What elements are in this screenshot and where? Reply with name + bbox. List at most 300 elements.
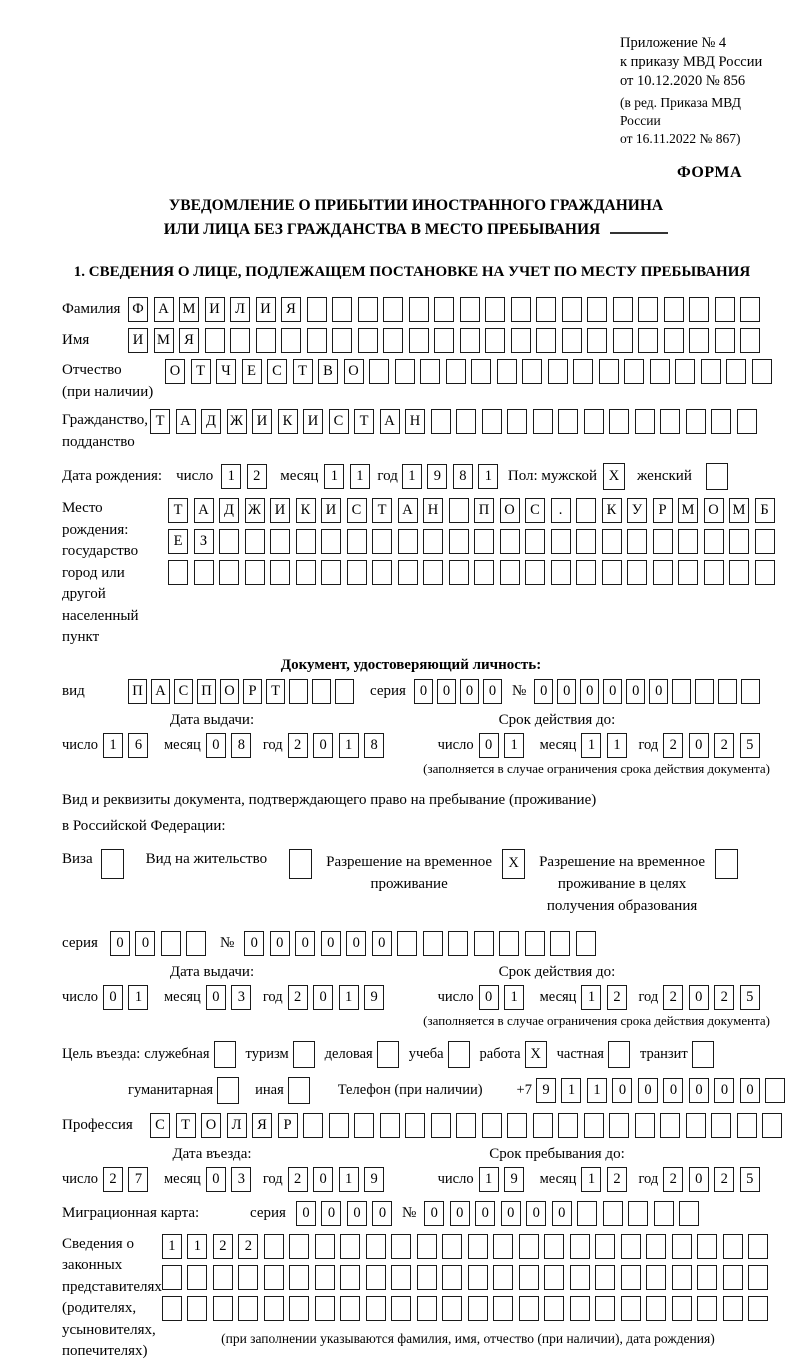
form-cell[interactable]	[369, 359, 389, 384]
form-cell[interactable]: 1	[479, 1167, 499, 1192]
form-cell[interactable]	[423, 560, 443, 585]
form-cell[interactable]: 0	[372, 931, 392, 956]
form-cell[interactable]: П	[474, 498, 494, 523]
form-cell[interactable]	[448, 1041, 470, 1068]
form-cell[interactable]	[238, 1296, 258, 1321]
form-cell[interactable]	[417, 1265, 437, 1290]
form-cell[interactable]: 0	[483, 679, 502, 704]
form-cell[interactable]: А	[398, 498, 418, 523]
form-cell[interactable]	[315, 1296, 335, 1321]
form-cell[interactable]: А	[154, 297, 174, 322]
form-cell[interactable]: И	[205, 297, 225, 322]
form-cell[interactable]: 1	[162, 1234, 182, 1259]
form-cell[interactable]	[354, 1113, 374, 1138]
form-cell[interactable]: М	[678, 498, 698, 523]
form-cell[interactable]	[289, 1265, 309, 1290]
form-cell[interactable]	[522, 359, 542, 384]
form-cell[interactable]: 1	[324, 464, 344, 489]
form-cell[interactable]	[729, 529, 749, 554]
form-cell[interactable]	[289, 679, 308, 704]
form-cell[interactable]	[678, 529, 698, 554]
form-cell[interactable]	[377, 1041, 399, 1068]
form-cell[interactable]	[573, 359, 593, 384]
form-cell[interactable]: П	[128, 679, 147, 704]
form-cell[interactable]	[635, 1113, 655, 1138]
form-cell[interactable]	[431, 409, 451, 434]
form-cell[interactable]	[358, 297, 378, 322]
form-cell[interactable]	[409, 328, 429, 353]
form-cell[interactable]: 8	[453, 464, 473, 489]
form-cell[interactable]: 1	[561, 1078, 581, 1103]
form-cell[interactable]: А	[176, 409, 196, 434]
form-cell[interactable]	[577, 1201, 597, 1226]
form-cell[interactable]	[194, 560, 214, 585]
form-cell[interactable]	[675, 359, 695, 384]
form-cell[interactable]: С	[525, 498, 545, 523]
form-cell[interactable]: 9	[504, 1167, 524, 1192]
form-cell[interactable]: Ф	[128, 297, 148, 322]
form-cell[interactable]: З	[194, 529, 214, 554]
form-cell[interactable]	[548, 359, 568, 384]
form-cell[interactable]: 0	[347, 1201, 367, 1226]
form-cell[interactable]	[679, 1201, 699, 1226]
form-cell[interactable]	[482, 1113, 502, 1138]
form-cell[interactable]: 1	[402, 464, 422, 489]
form-cell[interactable]	[366, 1296, 386, 1321]
form-cell[interactable]	[570, 1265, 590, 1290]
form-cell[interactable]	[627, 529, 647, 554]
form-cell[interactable]	[289, 849, 312, 879]
form-cell[interactable]: 2	[714, 985, 734, 1010]
form-cell[interactable]: 2	[607, 985, 627, 1010]
form-cell[interactable]: Т	[176, 1113, 196, 1138]
form-cell[interactable]	[460, 297, 480, 322]
form-cell[interactable]	[664, 328, 684, 353]
form-cell[interactable]: 8	[231, 733, 251, 758]
form-cell[interactable]: 7	[128, 1167, 148, 1192]
form-cell[interactable]	[635, 409, 655, 434]
form-cell[interactable]	[748, 1265, 768, 1290]
form-cell[interactable]: П	[197, 679, 216, 704]
form-cell[interactable]	[715, 297, 735, 322]
form-cell[interactable]	[474, 931, 494, 956]
form-cell[interactable]: 2	[247, 464, 267, 489]
form-cell[interactable]: 0	[740, 1078, 760, 1103]
form-cell[interactable]	[672, 1296, 692, 1321]
form-cell[interactable]	[372, 560, 392, 585]
form-cell[interactable]	[723, 1296, 743, 1321]
form-cell[interactable]	[697, 1234, 717, 1259]
form-cell[interactable]: 0	[372, 1201, 392, 1226]
form-cell[interactable]: Р	[243, 679, 262, 704]
form-cell[interactable]: 0	[295, 931, 315, 956]
form-cell[interactable]	[449, 529, 469, 554]
form-cell[interactable]: К	[602, 498, 622, 523]
form-cell[interactable]	[711, 1113, 731, 1138]
form-cell[interactable]	[398, 529, 418, 554]
form-cell[interactable]: Т	[191, 359, 211, 384]
form-cell[interactable]: С	[174, 679, 193, 704]
form-cell[interactable]: И	[270, 498, 290, 523]
form-cell[interactable]: 9	[364, 985, 384, 1010]
form-cell[interactable]: 0	[206, 985, 226, 1010]
form-cell[interactable]	[162, 1265, 182, 1290]
form-cell[interactable]	[230, 328, 250, 353]
form-cell[interactable]: 0	[206, 1167, 226, 1192]
form-cell[interactable]	[219, 560, 239, 585]
form-cell[interactable]	[587, 297, 607, 322]
form-cell[interactable]	[638, 328, 658, 353]
form-cell[interactable]: 0	[603, 679, 622, 704]
form-cell[interactable]: Т	[150, 409, 170, 434]
form-cell[interactable]: Е	[242, 359, 262, 384]
form-cell[interactable]: 1	[581, 733, 601, 758]
form-cell[interactable]: 2	[288, 1167, 308, 1192]
form-cell[interactable]: 9	[364, 1167, 384, 1192]
form-cell[interactable]	[755, 560, 775, 585]
form-cell[interactable]	[536, 297, 556, 322]
form-cell[interactable]: Ж	[227, 409, 247, 434]
form-cell[interactable]	[340, 1234, 360, 1259]
form-cell[interactable]: .	[551, 498, 571, 523]
form-cell[interactable]: 2	[663, 985, 683, 1010]
form-cell[interactable]	[296, 560, 316, 585]
form-cell[interactable]	[446, 359, 466, 384]
form-cell[interactable]	[695, 679, 714, 704]
form-cell[interactable]	[729, 560, 749, 585]
form-cell[interactable]: X	[603, 463, 625, 490]
form-cell[interactable]	[460, 328, 480, 353]
form-cell[interactable]	[474, 560, 494, 585]
form-cell[interactable]: Л	[230, 297, 250, 322]
form-cell[interactable]	[366, 1265, 386, 1290]
form-cell[interactable]: 2	[663, 733, 683, 758]
form-cell[interactable]: 2	[238, 1234, 258, 1259]
form-cell[interactable]	[449, 560, 469, 585]
form-cell[interactable]	[391, 1296, 411, 1321]
form-cell[interactable]	[654, 1201, 674, 1226]
form-cell[interactable]	[347, 560, 367, 585]
form-cell[interactable]: 1	[339, 733, 359, 758]
form-cell[interactable]: 0	[313, 733, 333, 758]
form-cell[interactable]	[595, 1265, 615, 1290]
form-cell[interactable]	[741, 679, 760, 704]
form-cell[interactable]: И	[256, 297, 276, 322]
form-cell[interactable]: 6	[128, 733, 148, 758]
form-cell[interactable]: 1	[478, 464, 498, 489]
form-cell[interactable]	[755, 529, 775, 554]
form-cell[interactable]: 1	[221, 464, 241, 489]
form-cell[interactable]	[519, 1296, 539, 1321]
form-cell[interactable]: 5	[740, 733, 760, 758]
form-cell[interactable]	[646, 1265, 666, 1290]
form-cell[interactable]	[672, 1265, 692, 1290]
form-cell[interactable]	[493, 1234, 513, 1259]
form-cell[interactable]	[431, 1113, 451, 1138]
form-cell[interactable]	[321, 529, 341, 554]
form-cell[interactable]	[270, 529, 290, 554]
form-cell[interactable]	[289, 1234, 309, 1259]
form-cell[interactable]	[752, 359, 772, 384]
form-cell[interactable]: 5	[740, 1167, 760, 1192]
form-cell[interactable]: 0	[450, 1201, 470, 1226]
form-cell[interactable]: 8	[364, 733, 384, 758]
form-cell[interactable]	[468, 1296, 488, 1321]
form-cell[interactable]: С	[329, 409, 349, 434]
form-cell[interactable]	[335, 679, 354, 704]
form-cell[interactable]	[434, 328, 454, 353]
form-cell[interactable]: 0	[501, 1201, 521, 1226]
form-cell[interactable]	[270, 560, 290, 585]
form-cell[interactable]	[383, 297, 403, 322]
form-cell[interactable]	[638, 297, 658, 322]
form-cell[interactable]	[383, 328, 403, 353]
form-cell[interactable]	[448, 931, 468, 956]
form-cell[interactable]: А	[194, 498, 214, 523]
form-cell[interactable]	[621, 1234, 641, 1259]
form-cell[interactable]	[358, 328, 378, 353]
form-cell[interactable]	[609, 1113, 629, 1138]
form-cell[interactable]: 0	[313, 985, 333, 1010]
form-cell[interactable]	[653, 560, 673, 585]
form-cell[interactable]	[544, 1296, 564, 1321]
form-cell[interactable]	[395, 359, 415, 384]
form-cell[interactable]: 9	[427, 464, 447, 489]
form-cell[interactable]: Д	[201, 409, 221, 434]
form-cell[interactable]: Я	[281, 297, 301, 322]
form-cell[interactable]	[576, 498, 596, 523]
form-cell[interactable]: И	[128, 328, 148, 353]
form-cell[interactable]	[660, 409, 680, 434]
form-cell[interactable]	[737, 409, 757, 434]
form-cell[interactable]	[533, 409, 553, 434]
form-cell[interactable]	[391, 1234, 411, 1259]
form-cell[interactable]	[340, 1265, 360, 1290]
form-cell[interactable]	[219, 529, 239, 554]
form-cell[interactable]	[493, 1265, 513, 1290]
form-cell[interactable]: Д	[219, 498, 239, 523]
form-cell[interactable]: 0	[557, 679, 576, 704]
form-cell[interactable]	[245, 529, 265, 554]
form-cell[interactable]	[533, 1113, 553, 1138]
form-cell[interactable]	[442, 1234, 462, 1259]
form-cell[interactable]: 0	[552, 1201, 572, 1226]
form-cell[interactable]: Л	[227, 1113, 247, 1138]
form-cell[interactable]	[485, 328, 505, 353]
form-cell[interactable]: 2	[213, 1234, 233, 1259]
form-cell[interactable]: 0	[110, 931, 130, 956]
form-cell[interactable]: Ж	[245, 498, 265, 523]
form-cell[interactable]	[307, 328, 327, 353]
form-cell[interactable]	[281, 328, 301, 353]
form-cell[interactable]: Т	[354, 409, 374, 434]
form-cell[interactable]	[519, 1265, 539, 1290]
form-cell[interactable]	[599, 359, 619, 384]
form-cell[interactable]	[442, 1296, 462, 1321]
form-cell[interactable]	[519, 1234, 539, 1259]
form-cell[interactable]	[456, 1113, 476, 1138]
form-cell[interactable]: С	[150, 1113, 170, 1138]
form-cell[interactable]	[468, 1265, 488, 1290]
form-cell[interactable]	[187, 1296, 207, 1321]
form-cell[interactable]: 1	[103, 733, 123, 758]
form-cell[interactable]	[558, 409, 578, 434]
form-cell[interactable]	[187, 1265, 207, 1290]
form-cell[interactable]	[584, 409, 604, 434]
form-cell[interactable]: Т	[266, 679, 285, 704]
form-cell[interactable]	[570, 1296, 590, 1321]
form-cell[interactable]	[646, 1234, 666, 1259]
form-cell[interactable]	[723, 1265, 743, 1290]
form-cell[interactable]: 0	[663, 1078, 683, 1103]
form-cell[interactable]	[423, 931, 443, 956]
form-cell[interactable]: 0	[638, 1078, 658, 1103]
form-cell[interactable]	[551, 560, 571, 585]
form-cell[interactable]: 1	[607, 733, 627, 758]
form-cell[interactable]	[697, 1265, 717, 1290]
form-cell[interactable]: 0	[103, 985, 123, 1010]
form-cell[interactable]	[587, 328, 607, 353]
form-cell[interactable]: О	[704, 498, 724, 523]
form-cell[interactable]	[405, 1113, 425, 1138]
form-cell[interactable]	[692, 1041, 714, 1068]
form-cell[interactable]	[558, 1113, 578, 1138]
form-cell[interactable]	[417, 1234, 437, 1259]
form-cell[interactable]	[621, 1296, 641, 1321]
form-cell[interactable]	[602, 560, 622, 585]
form-cell[interactable]: 1	[581, 985, 601, 1010]
form-cell[interactable]: Т	[168, 498, 188, 523]
form-cell[interactable]	[264, 1296, 284, 1321]
form-cell[interactable]: 0	[626, 679, 645, 704]
form-cell[interactable]	[245, 560, 265, 585]
form-cell[interactable]	[417, 1296, 437, 1321]
form-cell[interactable]	[511, 297, 531, 322]
form-cell[interactable]	[678, 560, 698, 585]
form-cell[interactable]	[293, 1041, 315, 1068]
form-cell[interactable]: 0	[479, 733, 499, 758]
form-cell[interactable]: 0	[296, 1201, 316, 1226]
form-cell[interactable]: 0	[414, 679, 433, 704]
form-cell[interactable]	[307, 297, 327, 322]
form-cell[interactable]	[562, 328, 582, 353]
form-cell[interactable]: 0	[649, 679, 668, 704]
form-cell[interactable]	[474, 529, 494, 554]
form-cell[interactable]	[562, 297, 582, 322]
form-cell[interactable]: X	[525, 1041, 547, 1068]
form-cell[interactable]: 0	[689, 1078, 709, 1103]
form-cell[interactable]	[321, 560, 341, 585]
form-cell[interactable]: С	[347, 498, 367, 523]
form-cell[interactable]: М	[179, 297, 199, 322]
form-cell[interactable]: 1	[128, 985, 148, 1010]
form-cell[interactable]: 2	[607, 1167, 627, 1192]
form-cell[interactable]: 0	[580, 679, 599, 704]
form-cell[interactable]: Я	[252, 1113, 272, 1138]
form-cell[interactable]	[737, 1113, 757, 1138]
form-cell[interactable]	[570, 1234, 590, 1259]
form-cell[interactable]	[499, 931, 519, 956]
form-cell[interactable]	[312, 679, 331, 704]
form-cell[interactable]	[740, 297, 760, 322]
form-cell[interactable]: Н	[405, 409, 425, 434]
form-cell[interactable]: И	[321, 498, 341, 523]
form-cell[interactable]: Р	[653, 498, 673, 523]
form-cell[interactable]: 0	[689, 985, 709, 1010]
form-cell[interactable]: 0	[313, 1167, 333, 1192]
form-cell[interactable]	[264, 1265, 284, 1290]
form-cell[interactable]	[584, 1113, 604, 1138]
form-cell[interactable]	[238, 1265, 258, 1290]
form-cell[interactable]: 5	[740, 985, 760, 1010]
form-cell[interactable]: 1	[187, 1234, 207, 1259]
form-cell[interactable]: 2	[288, 985, 308, 1010]
form-cell[interactable]	[315, 1234, 335, 1259]
form-cell[interactable]: О	[344, 359, 364, 384]
form-cell[interactable]: Б	[755, 498, 775, 523]
form-cell[interactable]	[372, 529, 392, 554]
form-cell[interactable]	[161, 931, 181, 956]
form-cell[interactable]	[576, 560, 596, 585]
form-cell[interactable]	[603, 1201, 623, 1226]
form-cell[interactable]: 0	[526, 1201, 546, 1226]
form-cell[interactable]	[434, 297, 454, 322]
form-cell[interactable]	[420, 359, 440, 384]
form-cell[interactable]	[288, 1077, 310, 1104]
form-cell[interactable]: 0	[689, 1167, 709, 1192]
form-cell[interactable]	[689, 328, 709, 353]
form-cell[interactable]	[697, 1296, 717, 1321]
form-cell[interactable]: 0	[714, 1078, 734, 1103]
form-cell[interactable]: 0	[244, 931, 264, 956]
form-cell[interactable]	[550, 931, 570, 956]
form-cell[interactable]	[765, 1078, 785, 1103]
form-cell[interactable]: Я	[179, 328, 199, 353]
form-cell[interactable]: У	[627, 498, 647, 523]
form-cell[interactable]: О	[165, 359, 185, 384]
form-cell[interactable]	[347, 529, 367, 554]
form-cell[interactable]	[551, 529, 571, 554]
form-cell[interactable]	[217, 1077, 239, 1104]
form-cell[interactable]	[213, 1265, 233, 1290]
form-cell[interactable]	[672, 1234, 692, 1259]
form-cell[interactable]	[595, 1296, 615, 1321]
form-cell[interactable]	[332, 297, 352, 322]
form-cell[interactable]: В	[318, 359, 338, 384]
form-cell[interactable]	[442, 1265, 462, 1290]
form-cell[interactable]: А	[151, 679, 170, 704]
form-cell[interactable]: И	[303, 409, 323, 434]
form-cell[interactable]	[627, 560, 647, 585]
form-cell[interactable]	[595, 1234, 615, 1259]
form-cell[interactable]	[706, 463, 728, 490]
form-cell[interactable]	[609, 409, 629, 434]
form-cell[interactable]: 0	[437, 679, 456, 704]
form-cell[interactable]: К	[278, 409, 298, 434]
form-cell[interactable]	[482, 409, 502, 434]
form-cell[interactable]	[493, 1296, 513, 1321]
form-cell[interactable]	[213, 1296, 233, 1321]
form-cell[interactable]: О	[201, 1113, 221, 1138]
form-cell[interactable]	[701, 359, 721, 384]
form-cell[interactable]	[264, 1234, 284, 1259]
form-cell[interactable]: 1	[339, 985, 359, 1010]
form-cell[interactable]: Н	[423, 498, 443, 523]
form-cell[interactable]: Т	[293, 359, 313, 384]
form-cell[interactable]	[646, 1296, 666, 1321]
form-cell[interactable]	[672, 679, 691, 704]
form-cell[interactable]: 0	[460, 679, 479, 704]
